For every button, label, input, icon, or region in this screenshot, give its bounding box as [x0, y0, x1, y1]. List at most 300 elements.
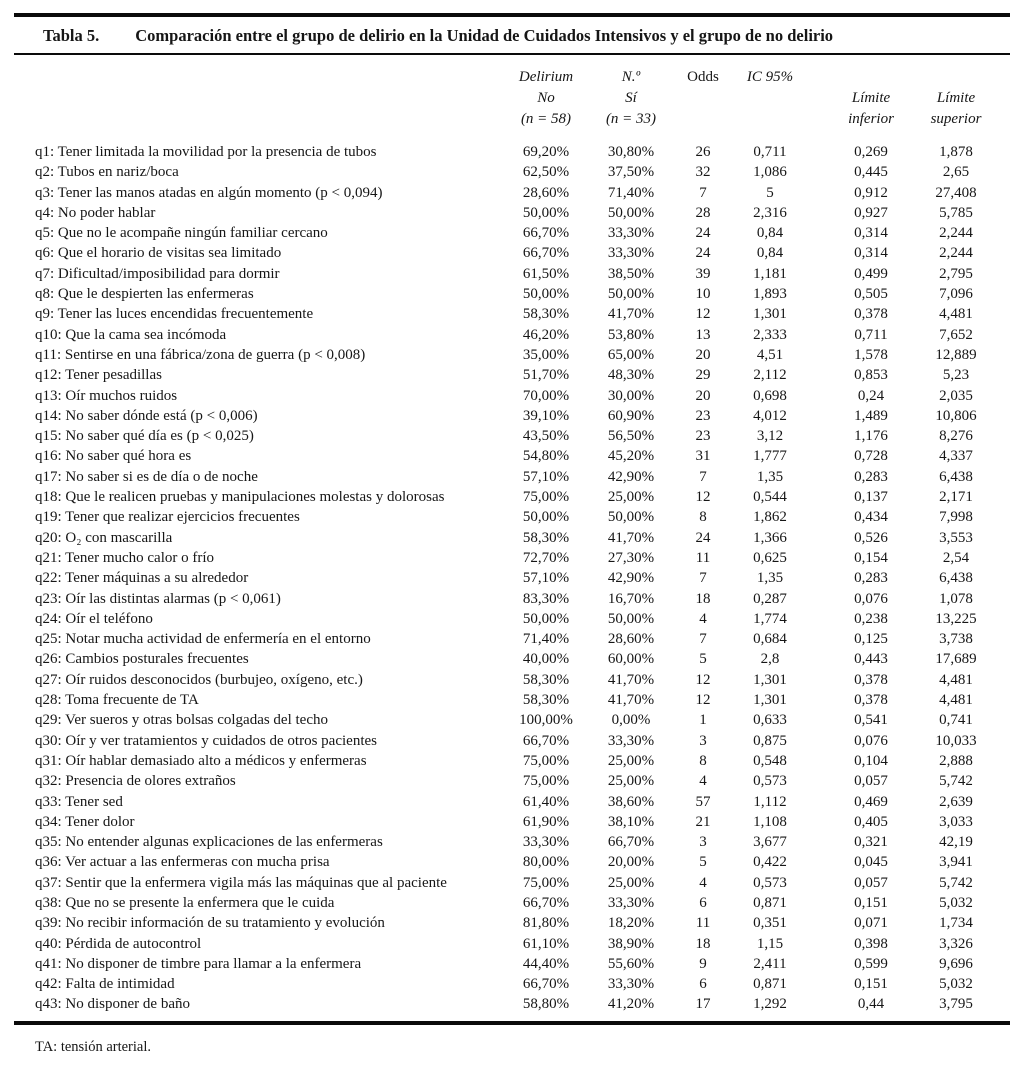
cell-limite-inferior: 1,578 — [854, 346, 888, 363]
spacer-cell — [804, 264, 831, 284]
cell-no-pct: 66,70% — [522, 225, 570, 242]
cell-si-pct: 45,20% — [607, 448, 655, 465]
cell-limite-superior: 2,65 — [942, 164, 970, 181]
cell-si-pct: 71,40% — [607, 184, 655, 201]
table-row — [14, 568, 1001, 588]
row-label: q43: No disponer de baño — [35, 996, 190, 1013]
cell-count: 23 — [695, 428, 711, 445]
cell-count: 7 — [699, 184, 707, 201]
cell-limite-superior: 3,738 — [939, 631, 973, 648]
cell-si-pct: 50,00% — [607, 286, 655, 303]
spacer-cell — [804, 751, 831, 771]
cell-si-pct: 18,20% — [607, 915, 655, 932]
cell-limite-superior: 1,878 — [939, 144, 973, 160]
table-row — [14, 751, 1001, 771]
cell-limite-inferior: 0,314 — [854, 245, 888, 262]
row-label: q42: Falta de intimidad — [35, 976, 175, 993]
cell-limite-superior: 5,742 — [939, 874, 973, 891]
cell-odds: 0,573 — [753, 874, 787, 891]
cell-odds: 1,301 — [753, 692, 787, 709]
cell-count: 4 — [699, 773, 707, 790]
header-empty-cell — [670, 87, 736, 109]
cell-odds: 0,573 — [753, 773, 787, 790]
table-row — [14, 670, 1001, 690]
row-label: q23: Oír las distintas alarmas (p < 0,061) — [35, 590, 281, 607]
spacer-cell — [804, 609, 831, 629]
cell-count: 24 — [695, 529, 711, 546]
cell-limite-inferior: 0,728 — [854, 448, 888, 465]
header-empty-cell — [736, 87, 804, 109]
cell-count: 24 — [695, 225, 711, 242]
cell-count: 32 — [695, 164, 711, 181]
spacer-cell — [804, 142, 831, 162]
cell-limite-inferior: 0,434 — [854, 509, 888, 526]
cell-no-pct: 58,30% — [522, 306, 570, 323]
cell-limite-superior: 2,035 — [939, 387, 973, 404]
row-label: q28: Toma frecuente de TA — [35, 692, 199, 709]
row-label: q13: Oír muchos ruidos — [35, 387, 178, 404]
cell-no-pct: 40,00% — [522, 651, 570, 668]
row-label: q17: No saber si es de día o de noche — [35, 468, 258, 485]
row-label: q20: O₂ con mascarilla — [35, 529, 173, 546]
cell-limite-superior: 27,408 — [935, 184, 977, 201]
cell-limite-inferior: 0,405 — [854, 813, 888, 830]
subheader-limite-inferior-line2: inferior — [848, 111, 894, 127]
cell-limite-inferior: 0,443 — [854, 651, 888, 668]
cell-limite-inferior: 0,927 — [854, 204, 888, 221]
cell-limite-superior: 42,19 — [939, 834, 973, 851]
cell-no-pct: 50,00% — [522, 509, 570, 526]
cell-odds: 2,333 — [753, 326, 787, 343]
cell-limite-superior: 9,696 — [939, 955, 973, 972]
row-label: q19: Tener que realizar ejercicios frecuentes — [35, 509, 300, 526]
table-row — [14, 304, 1001, 324]
cell-limite-inferior: 0,469 — [854, 793, 888, 810]
cell-no-pct: 66,70% — [522, 245, 570, 262]
cell-si-pct: 38,10% — [607, 813, 655, 830]
cell-no-pct: 33,30% — [522, 834, 570, 851]
cell-count: 17 — [695, 996, 711, 1013]
cell-odds: 1,35 — [756, 570, 784, 587]
cell-limite-inferior: 0,24 — [857, 387, 885, 404]
cell-si-pct: 41,70% — [607, 529, 655, 546]
table-title — [14, 17, 1010, 53]
cell-no-pct: 39,10% — [522, 407, 570, 424]
cell-limite-superior: 4,481 — [939, 671, 973, 688]
cell-no-pct: 72,70% — [522, 549, 570, 566]
spacer-cell — [804, 243, 831, 263]
cell-odds: 1,366 — [753, 529, 787, 546]
spacer-cell — [804, 893, 831, 913]
table-row — [14, 446, 1001, 466]
header-empty-cell — [14, 55, 500, 87]
cell-count: 7 — [699, 468, 707, 485]
row-label: q4: No poder hablar — [35, 204, 156, 221]
table-row — [14, 406, 1001, 426]
spacer-cell — [804, 304, 831, 324]
cell-si-pct: 41,70% — [607, 692, 655, 709]
row-label: q35: No entender algunas explicaciones de las enfermeras — [35, 834, 383, 851]
cell-count: 7 — [699, 631, 707, 648]
cell-limite-superior: 3,941 — [939, 854, 973, 871]
spacer-cell — [804, 55, 831, 87]
cell-limite-superior: 6,438 — [939, 468, 973, 485]
cell-no-pct: 66,70% — [522, 894, 570, 911]
cell-limite-inferior: 0,398 — [854, 935, 888, 952]
cell-no-pct: 54,80% — [522, 448, 570, 465]
spacer-cell — [804, 670, 831, 690]
cell-odds: 1,292 — [753, 996, 787, 1013]
table-row — [14, 792, 1001, 812]
cell-limite-inferior: 0,499 — [854, 265, 888, 282]
row-label: q41: No disponer de timbre para llamar a la enfermera — [35, 955, 362, 972]
cell-limite-superior: 0,741 — [939, 712, 973, 729]
cell-odds: 2,411 — [753, 955, 787, 972]
cell-no-pct: 66,70% — [522, 732, 570, 749]
cell-si-pct: 20,00% — [607, 854, 655, 871]
cell-si-pct: 41,20% — [607, 996, 655, 1013]
cell-limite-inferior: 0,238 — [854, 610, 888, 627]
cell-no-pct: 35,00% — [522, 346, 570, 363]
row-label: q26: Cambios posturales frecuentes — [35, 651, 249, 668]
cell-count: 31 — [695, 448, 711, 465]
table-row — [14, 345, 1001, 365]
spacer-cell — [804, 913, 831, 933]
row-label: q1: Tener limitada la movilidad por la presencia de tubos — [35, 144, 377, 160]
cell-limite-inferior: 0,045 — [854, 854, 888, 871]
cell-limite-superior: 10,806 — [935, 407, 977, 424]
cell-no-pct: 66,70% — [522, 976, 570, 993]
table-row — [14, 913, 1001, 933]
cell-odds: 1,301 — [753, 671, 787, 688]
cell-limite-inferior: 0,269 — [854, 144, 888, 160]
spacer-cell — [804, 406, 831, 426]
cell-odds: 3,677 — [753, 834, 787, 851]
cell-no-pct: 58,30% — [522, 529, 570, 546]
table-footnote: TA: tensión arterial. — [35, 1038, 152, 1055]
cell-count: 7 — [699, 570, 707, 587]
subheader-si: Sí — [625, 90, 637, 106]
cell-count: 20 — [695, 387, 711, 404]
header-row-1 — [14, 55, 1001, 87]
cell-count: 12 — [695, 671, 711, 688]
header-empty-cell — [736, 109, 804, 142]
cell-odds: 0,711 — [753, 144, 787, 160]
col-header-delirium: Delirium — [518, 69, 574, 85]
cell-odds: 1,774 — [753, 610, 787, 627]
table-row — [14, 974, 1001, 994]
cell-si-pct: 33,30% — [607, 245, 655, 262]
row-label: q11: Sentirse en una fábrica/zona de guerra (p < 0,008) — [35, 346, 366, 363]
table-row — [14, 731, 1001, 751]
cell-limite-inferior: 0,057 — [854, 773, 888, 790]
cell-si-pct: 65,00% — [607, 346, 655, 363]
row-label: q2: Tubos en nariz/boca — [35, 164, 179, 181]
spacer-cell — [804, 589, 831, 609]
cell-limite-superior: 2,795 — [939, 265, 973, 282]
cell-no-pct: 61,50% — [522, 265, 570, 282]
cell-no-pct: 61,10% — [522, 935, 570, 952]
cell-odds: 0,871 — [753, 894, 787, 911]
spacer-cell — [804, 994, 831, 1014]
cell-limite-superior: 2,244 — [939, 225, 973, 242]
table-row — [14, 934, 1001, 954]
col-header-odds: Odds — [687, 69, 719, 85]
cell-odds: 1,893 — [753, 286, 787, 303]
row-label: q34: Tener dolor — [35, 813, 135, 830]
cell-count: 12 — [695, 306, 711, 323]
cell-no-pct: 75,00% — [522, 752, 570, 769]
row-label: q5: Que no le acompañe ningún familiar cercano — [35, 225, 328, 242]
cell-limite-inferior: 0,378 — [854, 306, 888, 323]
row-label: q10: Que la cama sea incómoda — [35, 326, 227, 343]
spacer-cell — [804, 974, 831, 994]
cell-limite-inferior: 0,137 — [854, 489, 888, 506]
spacer-cell — [804, 548, 831, 568]
cell-limite-superior: 4,481 — [939, 306, 973, 323]
table-row — [14, 243, 1001, 263]
spacer-cell — [804, 507, 831, 527]
cell-limite-inferior: 0,283 — [854, 570, 888, 587]
spacer-cell — [804, 710, 831, 730]
cell-si-pct: 50,00% — [607, 509, 655, 526]
cell-count: 21 — [695, 813, 711, 830]
table-row — [14, 325, 1001, 345]
cell-limite-inferior: 0,44 — [857, 996, 885, 1013]
spacer-cell — [804, 771, 831, 791]
row-label: q15: No saber qué día es (p < 0,025) — [35, 428, 254, 445]
row-label: q21: Tener mucho calor o frío — [35, 549, 215, 566]
cell-limite-inferior: 0,505 — [854, 286, 888, 303]
cell-limite-inferior: 0,378 — [854, 671, 888, 688]
cell-odds: 0,84 — [756, 245, 784, 262]
cell-limite-superior: 5,032 — [939, 976, 973, 993]
cell-limite-inferior: 0,853 — [854, 367, 888, 384]
spacer-cell — [804, 284, 831, 304]
cell-count: 6 — [699, 976, 707, 993]
cell-limite-superior: 5,23 — [942, 367, 970, 384]
spacer-cell — [804, 162, 831, 182]
cell-odds: 0,871 — [753, 976, 787, 993]
spacer-cell — [804, 223, 831, 243]
table-row — [14, 426, 1001, 446]
table-row — [14, 629, 1001, 649]
row-label: q29: Ver sueros y otras bolsas colgadas del techo — [35, 712, 328, 729]
table-row — [14, 873, 1001, 893]
cell-si-pct: 25,00% — [607, 489, 655, 506]
cell-limite-inferior: 0,076 — [854, 590, 888, 607]
cell-limite-superior: 3,795 — [939, 996, 973, 1013]
row-label: q18: Que le realicen pruebas y manipulaciones molestas y dolorosas — [35, 489, 445, 506]
cell-no-pct: 44,40% — [522, 955, 570, 972]
cell-si-pct: 60,00% — [607, 651, 655, 668]
cell-count: 24 — [695, 245, 711, 262]
spacer-cell — [804, 812, 831, 832]
subheader-limite-superior-line1: Límite — [936, 90, 976, 106]
cell-no-pct: 80,00% — [522, 854, 570, 871]
cell-si-pct: 0,00% — [611, 712, 651, 729]
spacer-cell — [804, 832, 831, 852]
header-empty-cell — [911, 55, 1001, 87]
table-row — [14, 528, 1001, 548]
spacer-cell — [804, 109, 831, 142]
subheader-limite-superior-line2: superior — [930, 111, 982, 127]
cell-no-pct: 81,80% — [522, 915, 570, 932]
cell-limite-superior: 10,033 — [935, 732, 977, 749]
spacer-cell — [804, 873, 831, 893]
cell-odds: 0,422 — [753, 854, 787, 871]
spacer-cell — [804, 345, 831, 365]
cell-count: 11 — [695, 915, 711, 932]
spacer-cell — [804, 629, 831, 649]
cell-limite-superior: 4,481 — [939, 692, 973, 709]
cell-limite-superior: 3,326 — [939, 935, 973, 952]
row-label: q39: No recibir información de su tratamiento y evolución — [35, 915, 385, 932]
cell-no-pct: 28,60% — [522, 184, 570, 201]
cell-count: 8 — [699, 752, 707, 769]
row-label: q24: Oír el teléfono — [35, 610, 153, 627]
cell-limite-superior: 3,553 — [939, 529, 973, 546]
cell-limite-inferior: 1,176 — [854, 428, 888, 445]
row-label: q37: Sentir que la enfermera vigila más las máquinas que al paciente — [35, 874, 447, 891]
cell-limite-inferior: 0,378 — [854, 692, 888, 709]
cell-limite-inferior: 0,599 — [854, 955, 888, 972]
cell-no-pct: 51,70% — [522, 367, 570, 384]
cell-odds: 2,8 — [760, 651, 780, 668]
cell-no-pct: 69,20% — [522, 144, 570, 160]
cell-odds: 0,625 — [753, 549, 787, 566]
cell-count: 9 — [699, 955, 707, 972]
spacer-cell — [804, 568, 831, 588]
table-row — [14, 812, 1001, 832]
row-label: q38: Que no se presente la enfermera que le cuida — [35, 894, 335, 911]
row-label: q33: Tener sed — [35, 793, 123, 810]
table-row — [14, 142, 1001, 162]
row-label: q31: Oír hablar demasiado alto a médicos y enfermeras — [35, 752, 367, 769]
cell-count: 3 — [699, 732, 707, 749]
cell-limite-superior: 4,337 — [939, 448, 973, 465]
cell-limite-inferior: 1,489 — [854, 407, 888, 424]
table-caption: Comparación entre el grupo de delirio en la Unidad de Cuidados Intensivos y el grupo de no delirio — [135, 26, 834, 45]
cell-no-pct: 75,00% — [522, 874, 570, 891]
cell-count: 8 — [699, 509, 707, 526]
cell-limite-superior: 1,078 — [939, 590, 973, 607]
cell-si-pct: 41,70% — [607, 306, 655, 323]
table-row — [14, 832, 1001, 852]
cell-count: 20 — [695, 346, 711, 363]
cell-no-pct: 46,20% — [522, 326, 570, 343]
cell-limite-superior: 12,889 — [935, 346, 977, 363]
cell-odds: 4,51 — [756, 346, 784, 363]
cell-limite-superior: 7,652 — [939, 326, 973, 343]
cell-odds: 1,112 — [753, 793, 787, 810]
cell-limite-inferior: 0,071 — [854, 915, 888, 932]
cell-no-pct: 58,30% — [522, 671, 570, 688]
cell-limite-inferior: 0,076 — [854, 732, 888, 749]
cell-count: 12 — [695, 692, 711, 709]
spacer-cell — [804, 183, 831, 203]
cell-count: 18 — [695, 935, 711, 952]
cell-odds: 1,777 — [753, 448, 787, 465]
cell-limite-superior: 7,096 — [939, 286, 973, 303]
cell-si-pct: 33,30% — [607, 225, 655, 242]
cell-odds: 0,548 — [753, 752, 787, 769]
cell-si-pct: 27,30% — [607, 549, 655, 566]
col-header-numero: N.º — [621, 69, 641, 85]
spacer-cell — [804, 690, 831, 710]
cell-si-pct: 25,00% — [607, 773, 655, 790]
row-label: q36: Ver actuar a las enfermeras con mucha prisa — [35, 854, 330, 871]
cell-limite-superior: 2,244 — [939, 245, 973, 262]
cell-odds: 2,112 — [753, 367, 787, 384]
cell-limite-superior: 2,888 — [939, 752, 973, 769]
row-label: q25: Notar mucha actividad de enfermería en el entorno — [35, 631, 371, 648]
spacer-cell — [804, 467, 831, 487]
row-label: q6: Que el horario de visitas sea limitado — [35, 245, 282, 262]
cell-si-pct: 30,00% — [607, 387, 655, 404]
spacer-cell — [804, 528, 831, 548]
table-body — [14, 142, 1001, 1015]
cell-limite-superior: 5,785 — [939, 204, 973, 221]
cell-odds: 0,684 — [753, 631, 787, 648]
cell-count: 18 — [695, 590, 711, 607]
table-row — [14, 771, 1001, 791]
cell-si-pct: 50,00% — [607, 204, 655, 221]
cell-odds: 1,301 — [753, 306, 787, 323]
cell-si-pct: 33,30% — [607, 976, 655, 993]
table-row — [14, 487, 1001, 507]
header-empty-cell — [831, 55, 911, 87]
table-row — [14, 649, 1001, 669]
cell-limite-superior: 5,742 — [939, 773, 973, 790]
cell-odds: 0,633 — [753, 712, 787, 729]
spacer-cell — [804, 203, 831, 223]
cell-si-pct: 37,50% — [607, 164, 655, 181]
cell-limite-inferior: 0,151 — [854, 976, 888, 993]
table-row — [14, 609, 1001, 629]
spacer-cell — [804, 426, 831, 446]
cell-si-pct: 33,30% — [607, 732, 655, 749]
paper-page — [0, 13, 1024, 1072]
cell-count: 26 — [695, 144, 711, 160]
table-row — [14, 589, 1001, 609]
cell-limite-inferior: 0,711 — [854, 326, 888, 343]
cell-si-pct: 25,00% — [607, 752, 655, 769]
cell-count: 5 — [699, 651, 707, 668]
subheader-si-n: (n = 33) — [605, 111, 657, 127]
cell-limite-inferior: 0,321 — [854, 834, 888, 851]
cell-odds: 0,287 — [753, 590, 787, 607]
table-row — [14, 994, 1001, 1014]
cell-si-pct: 55,60% — [607, 955, 655, 972]
cell-si-pct: 16,70% — [607, 590, 655, 607]
cell-no-pct: 62,50% — [522, 164, 570, 181]
cell-count: 10 — [695, 286, 711, 303]
cell-count: 39 — [695, 265, 711, 282]
cell-si-pct: 41,70% — [607, 671, 655, 688]
comparison-table — [14, 55, 1001, 1015]
cell-count: 4 — [699, 610, 707, 627]
row-label: q12: Tener pesadillas — [35, 367, 162, 384]
cell-count: 12 — [695, 489, 711, 506]
cell-limite-superior: 2,54 — [942, 549, 970, 566]
cell-si-pct: 38,60% — [607, 793, 655, 810]
cell-limite-superior: 8,276 — [939, 428, 973, 445]
spacer-cell — [804, 386, 831, 406]
row-label: q32: Presencia de olores extraños — [35, 773, 236, 790]
cell-limite-inferior: 0,125 — [854, 631, 888, 648]
cell-odds: 1,862 — [753, 509, 787, 526]
